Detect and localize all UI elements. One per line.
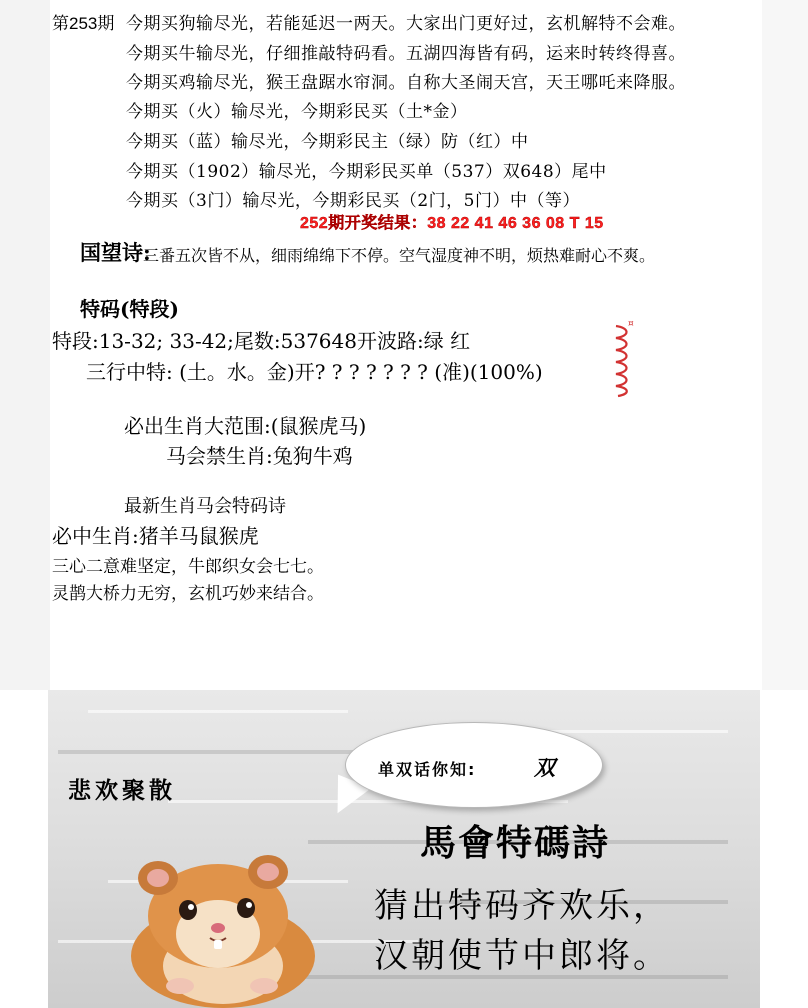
special-must: 必中生肖:猪羊马鼠猴虎 bbox=[52, 524, 259, 548]
issue-number: 第253期 bbox=[52, 14, 115, 33]
line-5: 今期买（蓝）输尽光，今期彩民主（绿）防（红）中 bbox=[126, 132, 529, 152]
bubble-value: 双 bbox=[534, 755, 555, 780]
banner-verse-1: 猜出特码齐欢乐， bbox=[374, 886, 670, 926]
special-wuxing: 三行中特: (土。水。金)开? ? ? ? ? ? ? (准)(100%) bbox=[86, 360, 543, 384]
previous-result: 252期开奖结果：38 22 41 46 36 08 T 15 bbox=[300, 215, 604, 232]
special-banned: 马会禁生肖:兔狗牛鸡 bbox=[166, 444, 353, 468]
special-poem-heading: 最新生肖马会特码诗 bbox=[124, 496, 286, 517]
special-verse-2: 灵鹊大桥力无穷，玄机巧妙来结合。 bbox=[52, 584, 324, 604]
line-4: 今期买（火）输尽光，今期彩民买（土*金） bbox=[126, 102, 468, 122]
line-1: 今期买狗输尽光，若能延迟一两天。大家出门更好过，玄机解特不会难。 bbox=[126, 14, 686, 34]
line-2: 今期买牛输尽光，仔细推敲特码看。五湖四海皆有码，运来时转终得喜。 bbox=[126, 44, 686, 64]
bubble-label: 单双话你知: bbox=[378, 760, 477, 779]
svg-text:¤: ¤ bbox=[628, 319, 634, 329]
scribble-mark bbox=[612, 318, 636, 400]
special-heading: 特码(特段) bbox=[80, 297, 179, 321]
line-6: 今期买（1902）输尽光，今期彩民买单（537）双648）尾中 bbox=[126, 162, 607, 182]
scan-edge-right bbox=[762, 0, 808, 690]
banner-verse-2: 汉朝使节中郎将。 bbox=[374, 936, 670, 976]
special-range: 必出生肖大范围:(鼠猴虎马) bbox=[124, 414, 367, 438]
poem-text: 三番五次皆不从，细雨绵绵下不停。空气湿度神不明，烦热难耐心不爽。 bbox=[143, 246, 656, 265]
special-verse-1: 三心二意难坚定，牛郎织女会七七。 bbox=[52, 557, 324, 577]
scan-edge-left bbox=[0, 0, 50, 690]
banner-title: 馬會特碼詩 bbox=[420, 823, 611, 864]
hamster-icon bbox=[118, 838, 328, 1008]
line-7: 今期买（3门）输尽光，今期彩民买（2门，5门）中（等） bbox=[126, 191, 580, 211]
poem-label: 国望诗: bbox=[80, 240, 151, 265]
line-3: 今期买鸡输尽光，猴王盘踞水帘洞。自称大圣闹天宫，天王哪吒来降服。 bbox=[126, 73, 686, 93]
special-segments: 特段:13-32; 33-42;尾数:537648开波路:绿 红 bbox=[52, 329, 471, 353]
banner-sad-text: 悲欢聚散 bbox=[68, 777, 176, 804]
